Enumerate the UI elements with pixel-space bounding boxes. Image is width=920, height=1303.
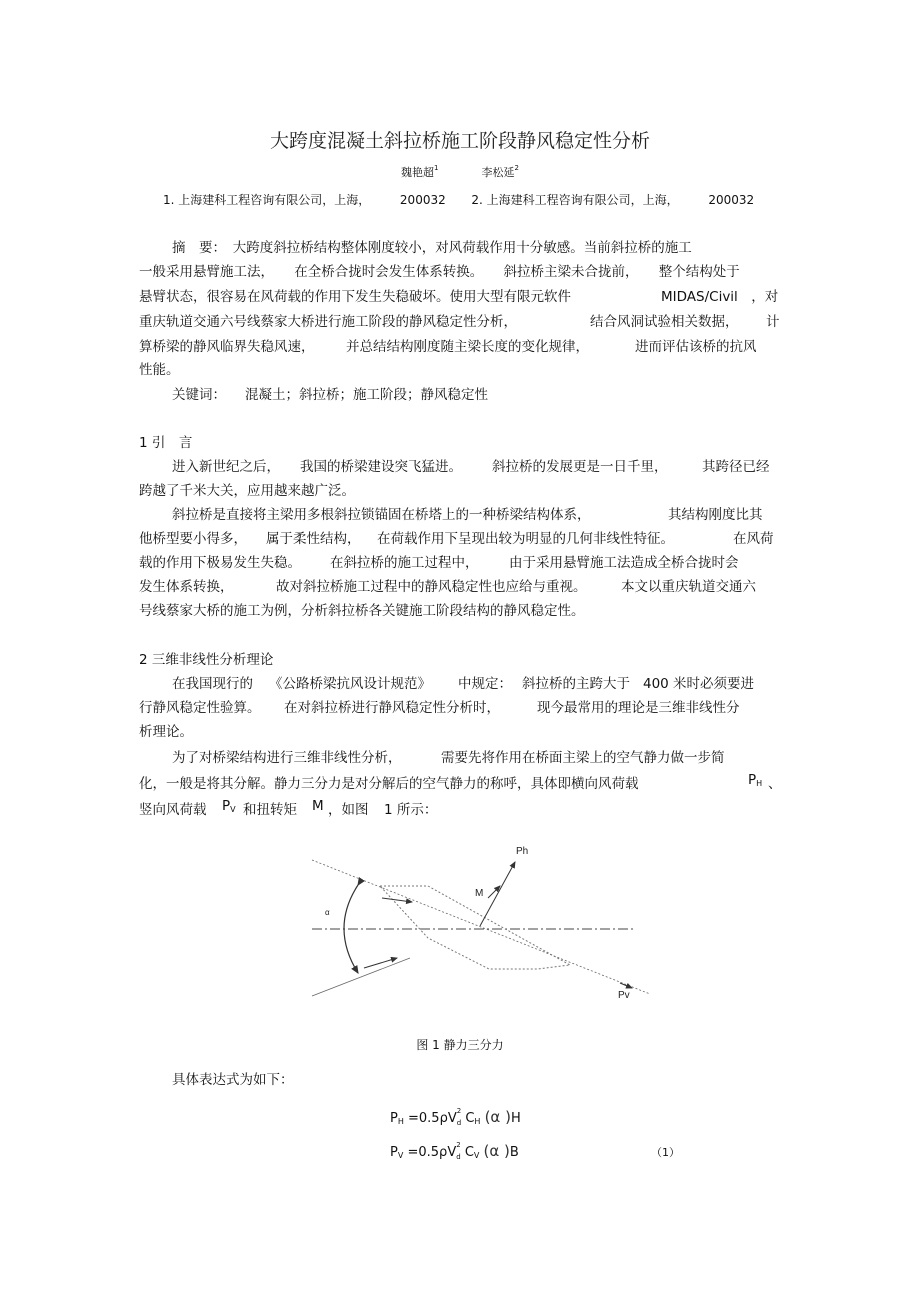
label-m: M [475, 888, 484, 899]
paragraph-line: 在荷载作用下呈现出较为明显的几何非线性特征。 [377, 531, 674, 547]
paragraph-line: 《公路桥梁抗风设计规范》 [269, 676, 431, 692]
paper-title: 大跨度混凝土斜拉桥施工阶段静风稳定性分析 [269, 130, 650, 152]
paragraph-line: 故对斜拉桥施工过程中的静风稳定性也应给与重视。 [276, 579, 587, 595]
affiliation-2-postcode: 200032 [708, 193, 755, 207]
abstract-line: 并总结结构刚度随主梁长度的变化规律， [346, 339, 589, 355]
abstract-line: MIDAS/Civil ，对 [661, 289, 779, 305]
paragraph-line: 斜拉桥是直接将主梁用多根斜拉锁锚固在桥塔上的一种桥梁结构体系， [172, 507, 591, 523]
paragraph-line: 在风荷 [733, 531, 774, 547]
author-1: 魏艳超 [401, 166, 435, 179]
abstract-line: 性能。 [139, 362, 180, 378]
paragraph-line: 中规定： [458, 676, 512, 692]
paragraph-line: 和扭转矩 [243, 802, 297, 818]
keywords-label: 关键词： [172, 387, 226, 403]
figure-1-caption: 图 1 静力三分力 [416, 1038, 504, 1052]
paragraph-line: 在我国现行的 [172, 676, 253, 692]
paragraph-line: 本文以重庆轨道交通六 [621, 579, 756, 595]
expression-intro: 具体表达式为如下： [172, 1072, 294, 1088]
paragraph-line: 发生体系转换， [139, 579, 234, 595]
paragraph-line: 我国的桥梁建设突飞猛进。 [300, 459, 462, 475]
keywords: 混凝土；斜拉桥；施工阶段；静风稳定性 [245, 387, 488, 403]
section-1-heading: 1 引 言 [139, 435, 193, 451]
paragraph-line: 为了对桥梁结构进行三维非线性分析， [172, 750, 402, 766]
symbol-pv: $P_V$ [222, 798, 236, 814]
author-2-mark: 2 [514, 164, 519, 172]
abstract-line: 结合风洞试验相关数据， [590, 314, 739, 330]
equation-number: （1） [651, 1146, 680, 1159]
paragraph-line: 其结构刚度比其 [668, 507, 763, 523]
paragraph-line: 斜拉桥的主跨大于 [522, 676, 630, 692]
equation-pv: $P_V =0.5\rho V$ 2 d $C_V$ (α )B [390, 1141, 519, 1161]
paragraph-line: 其跨径已经 [702, 459, 770, 475]
affiliation-2: 2. 上海建科工程咨询有限公司，上海， [471, 193, 679, 207]
symbol-ph: $P_H$ [748, 772, 763, 788]
label-ph: Ph [516, 846, 529, 857]
abstract-line: 进而评估该桥的抗风 [635, 339, 757, 355]
paragraph-line: 行静风稳定性验算。 [139, 700, 261, 716]
equation-ph: $P_H =0.5\rho V$ 2 d $C_H$ (α )H [390, 1107, 521, 1127]
paragraph-line: 在斜拉桥的施工过程中， [330, 555, 479, 571]
abstract-line: 一般采用悬臂施工法， 在全桥合拢时会发生体系转换。 斜拉桥主梁未合拢前， 整个结构处于 [139, 264, 740, 280]
ph-arrow [480, 862, 515, 926]
paragraph-line: 1 所示： [384, 802, 438, 818]
paragraph-line: 、 [768, 776, 782, 792]
affiliation-1-postcode: 200032 [399, 193, 446, 207]
section-2-heading: 2 三维非线性分析理论 [139, 652, 274, 668]
figure-1-diagram [300, 838, 660, 1008]
paragraph-line: 属于柔性结构， [266, 531, 361, 547]
author-2: 李松延 [481, 166, 515, 179]
abstract-line: 重庆轨道交通六号线蔡家大桥进行施工阶段的静风稳定性分析， [139, 314, 517, 330]
paragraph-line: 载的作用下极易发生失稳。 [139, 555, 301, 571]
affiliations [163, 191, 754, 208]
paragraph-line: 跨越了千米大关，应用越来越广泛。 [139, 483, 355, 499]
paragraph-line: 析理论。 [139, 724, 193, 740]
paragraph-line: ，如图 [328, 802, 369, 818]
paragraph-line: 由于采用悬臂施工法造成全桥合拢时会 [509, 555, 739, 571]
paragraph-line: 竖向风荷载 [139, 802, 207, 818]
label-pv: Pv [618, 990, 630, 1001]
symbol-m: M [312, 798, 324, 814]
label-alpha: α [325, 908, 330, 917]
wind-arrow-upper [382, 898, 412, 902]
paragraph-line: 现今最常用的理论是三维非线性分 [537, 700, 740, 716]
abstract-line: 悬臂状态，很容易在风荷载的作用下发生失稳破坏。使用大型有限元软件 [139, 289, 571, 305]
paragraph-line: 号线蔡家大桥的施工为例，分析斜拉桥各关键施工阶段结构的静风稳定性。 [139, 603, 585, 619]
abstract-line: 摘 要： 大跨度斜拉桥结构整体刚度较小，对风荷载作用十分敏感。当前斜拉桥的施工 [172, 240, 692, 256]
abstract-line: 算桥梁的静风临界失稳风速， [139, 339, 315, 355]
paragraph-line: 400 米时必须要进 [643, 676, 755, 692]
paragraph-line: 他桥型要小得多， [139, 531, 247, 547]
paragraph-line: 需要先将作用在桥面主梁上的空气静力做一步简 [441, 750, 725, 766]
wind-line-upper [312, 860, 650, 994]
abstract-line: 计 [766, 314, 780, 330]
author-1-mark: 1 [434, 164, 439, 172]
paragraph-line: 进入新世纪之后， [172, 459, 280, 475]
affiliation-1: 1. 上海建科工程咨询有限公司，上海， [163, 193, 371, 207]
paragraph-line: 化，一般是将其分解。静力三分力是对分解后的空气静力的称呼，具体即横向风荷载 [139, 776, 639, 792]
paragraph-line: 斜拉桥的发展更是一日千里， [492, 459, 668, 475]
wind-line-lower [312, 958, 410, 996]
author-line [0, 164, 920, 180]
pv-arrow [620, 983, 632, 988]
wind-arrow-lower [364, 958, 397, 968]
paragraph-line: 在对斜拉桥进行静风稳定性分析时， [284, 700, 500, 716]
